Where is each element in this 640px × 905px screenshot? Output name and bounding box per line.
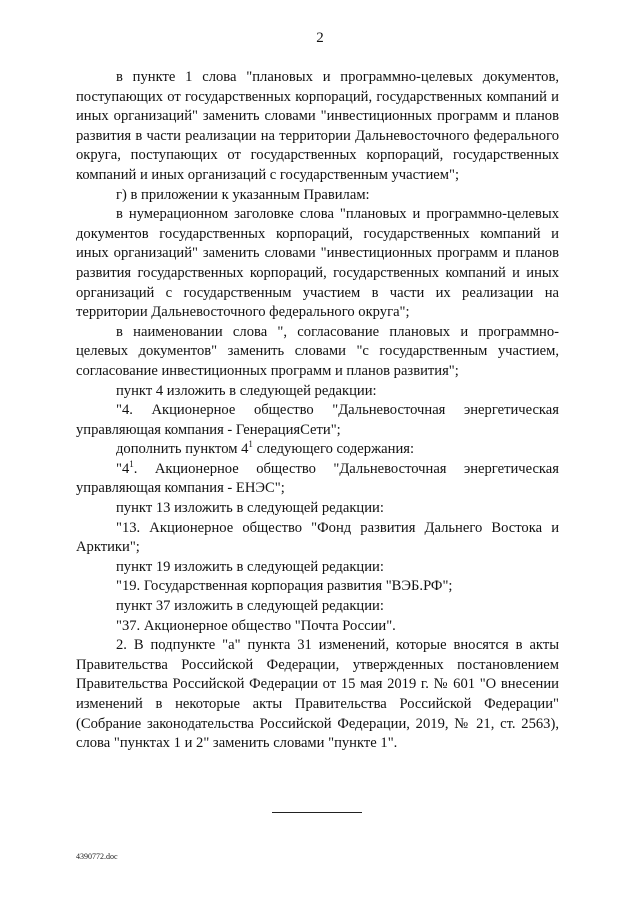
paragraph-item-19-intro: пункт 19 изложить в следующей редакции: [116, 558, 384, 575]
paragraph-item-37-text: "37. Акционерное общество "Почта России". [116, 617, 396, 634]
paragraph-title-change: в наименовании слова ", согласование плановых и программно-целевых документов" заменить словами "с государственным участием, согласование инвестиционных программ и планов развития"; [76, 323, 559, 379]
paragraph-item-13-intro: пункт 13 изложить в следующей редакции: [116, 500, 384, 517]
document-code: 4390772.doc [76, 852, 118, 861]
page-number: 2 [316, 30, 324, 46]
paragraph-subitem-g: г) в приложении к указанным Правилам: [116, 186, 370, 203]
paragraph-section-2: 2. В подпункте "а" пункта 31 изменений, которые вносятся в акты Правительства Российской Федерации, утвержденных постановлением Правительства Российской Федерации от 15 мая 2019 г. № 601 "О внесении изменений в некоторые акты Правительства Российской Федерации" (Собрание законодательства Российской Федерации, 2019, № 21, ст. 2563), слова "пунктах 1 и 2" заменить словами "пункте 1". [76, 637, 559, 752]
end-separator-line [272, 812, 362, 813]
paragraph-item-4-text: "4. Акционерное общество "Дальневосточная энергетическая управляющая компания - ГенерацияСети"; [76, 402, 559, 438]
paragraph-item-4-intro: пункт 4 изложить в следующей редакции: [116, 382, 377, 399]
paragraph-item-4-1-text-post: . Акционерное общество "Дальневосточная энергетическая управляющая компания - ЕНЭС"; [76, 460, 559, 497]
paragraph-numbering-heading: в нумерационном заголовке слова "плановых и программно-целевых документов государственных корпораций, государственных компаний и иных организаций" заменить словами "инвестиционных программ и планов развития государственных корпораций, государственных компаний и иных организаций с государственным участием в части их реализации на территории Дальневосточного федерального округа"; [76, 206, 559, 321]
superscript-1: 1 [129, 459, 134, 470]
paragraph-item-4-1-intro [76, 440, 559, 460]
paragraph-item-4-1-text-pre: "4 [116, 460, 130, 477]
paragraph-item-4-1-intro-post: следующего содержания: [252, 441, 415, 458]
superscript-1: 1 [248, 439, 253, 450]
document-body [76, 68, 559, 754]
paragraph-item-1: в пункте 1 слова "плановых и программно-целевых документов, поступающих от государственных корпораций, государственных компаний и иных организаций" заменить словами "инвестиционных программ и планов развития в части реализации на территории Дальневосточного федерального округа, поступающих от государственных корпораций, государственных компаний и иных организаций с государственным участием"; [76, 69, 559, 183]
paragraph-item-4-1-intro-pre: дополнить пунктом 4 [116, 441, 249, 458]
paragraph-item-19-text: "19. Государственная корпорация развития "ВЭБ.РФ"; [116, 578, 453, 595]
paragraph-item-13-text: "13. Акционерное общество "Фонд развития Дальнего Востока и Арктики"; [76, 519, 559, 556]
paragraph-item-37-intro: пункт 37 изложить в следующей редакции: [116, 598, 384, 615]
paragraph-item-4-1-text [76, 460, 559, 499]
